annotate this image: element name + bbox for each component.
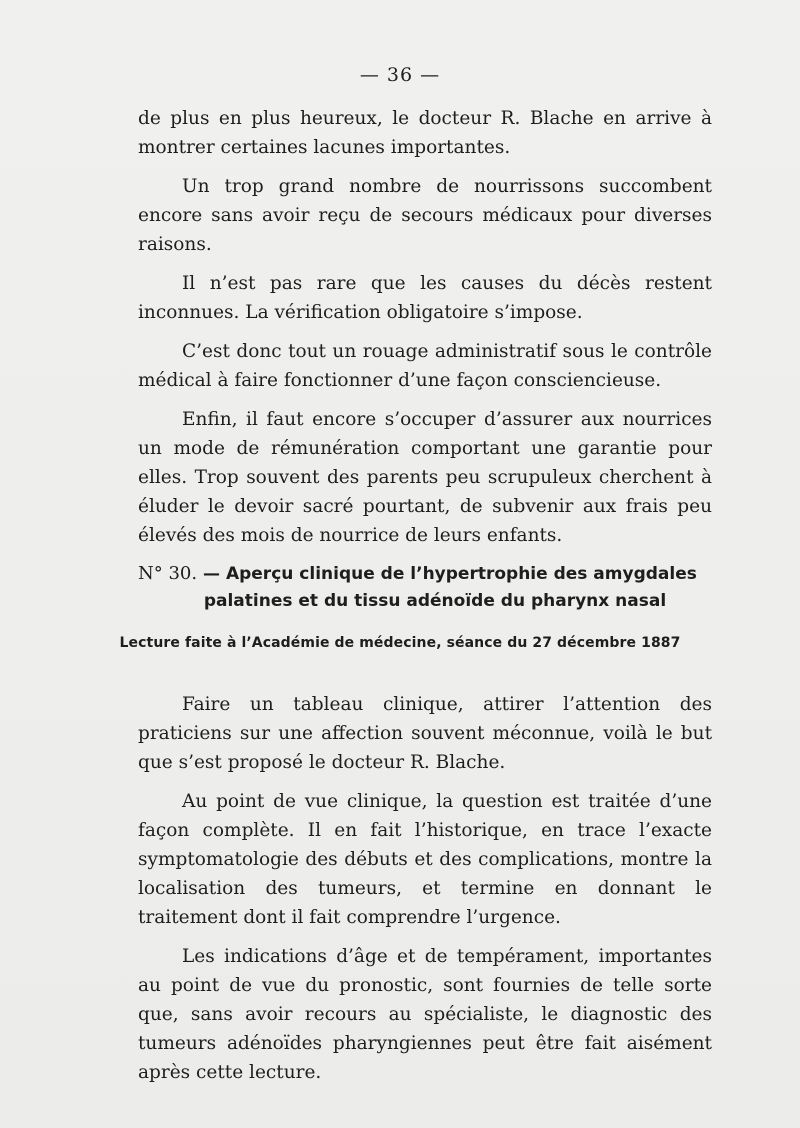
top-text-block (138, 104, 712, 560)
paragraph: Les indications d’âge et de tempérament, importantes au point de vue du pronostic, sont fournies de telle sorte que, sans avoir recours au spécialiste, le diagnostic des tumeurs adénoïdes pharyngiennes peut être fait aisément après cette lecture. (138, 946, 712, 1083)
paragraph: C’est donc tout un rouage administratif sous le contrôle médical à faire fonctionner d’une façon consciencieuse. (138, 341, 712, 391)
bottom-text-block (138, 690, 712, 1097)
section-title-line-2: palatines et du tissu adénoïde du pharynx nasal (203, 591, 667, 611)
section-subtitle: Lecture faite à l’Académie de médecine, séance du 27 décembre 1887 (119, 635, 681, 651)
section-number: N° 30. (138, 563, 198, 584)
paragraph: Il n’est pas rare que les causes du décès restent inconnues. La vérification obligatoire s’impose. (138, 273, 712, 323)
paragraph: de plus en plus heureux, le docteur R. Blache en arrive à montrer certaines lacunes importantes. (138, 108, 712, 158)
section-heading (138, 560, 712, 615)
page-number: — 36 — (359, 64, 441, 86)
paragraph: Un trop grand nombre de nourrissons succombent encore sans avoir reçu de secours médicaux pour diverses raisons. (138, 176, 712, 255)
paragraph: Enfin, il faut encore s’occuper d’assurer aux nourrices un mode de rémunération comportant une garantie pour elles. Trop souvent des parents peu scrupuleux cherchent à éluder le devoir sacré pourtant, de subvenir aux frais peu élevés des mois de nourrice de leurs enfants. (138, 409, 712, 546)
section-title-line-1: — Aperçu clinique de l’hypertrophie des amygdales (203, 564, 697, 584)
paragraph: Au point de vue clinique, la question est traitée d’une façon complète. Il en fait l’historique, en trace l’exacte symptomatologie des débuts et des complications, montre la localisation des tumeurs, et termine en donnant le traitement dont il fait comprendre l’urgence. (138, 791, 712, 928)
paragraph: Faire un tableau clinique, attirer l’attention des praticiens sur une affection souvent méconnue, voilà le but que s’est proposé le docteur R. Blache. (138, 694, 712, 773)
